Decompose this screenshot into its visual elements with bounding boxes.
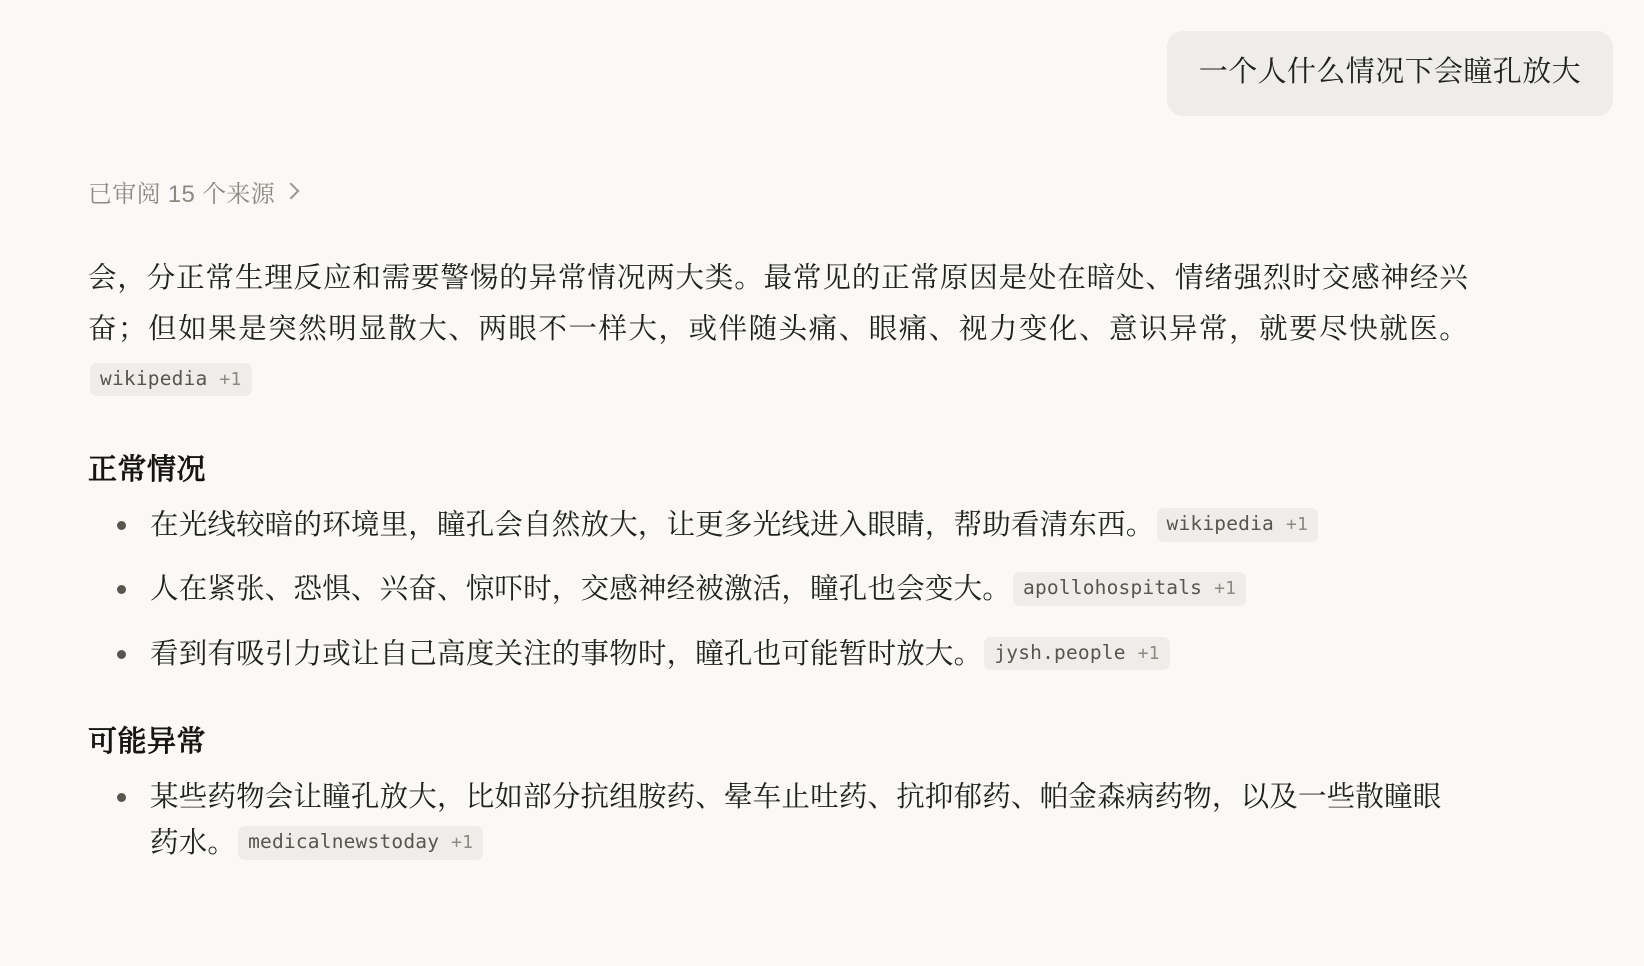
user-message-bubble: 一个人什么情况下会瞳孔放大 xyxy=(1167,31,1613,116)
list-item xyxy=(150,774,1468,866)
sources-toggle[interactable] xyxy=(88,174,297,209)
list-item xyxy=(150,566,1468,612)
citation-source: apollohospitals xyxy=(1023,576,1203,600)
normal-conditions-list xyxy=(88,502,1468,676)
user-message-row xyxy=(0,0,1644,116)
list-item xyxy=(150,631,1468,677)
citation-chip[interactable] xyxy=(90,363,252,397)
citation-chip[interactable] xyxy=(238,826,483,860)
citation-extra: +1 xyxy=(1285,514,1309,536)
sources-label: 已审阅 15 个来源 xyxy=(88,181,276,209)
list-item-text: 看到有吸引力或让自己高度关注的事物时，瞳孔也可能暂时放大。 xyxy=(150,637,983,670)
citation-extra: +1 xyxy=(1214,578,1237,600)
answer-intro-text: 会，分正常生理反应和需要警惕的异常情况两大类。最常见的正常原因是处在暗处、情绪强烈时交感神经兴奋；但如果是突然明显散大、两眼不一样大，或伴随头痛、眼痛、视力变化、意识异常，就要尽快就医。 xyxy=(88,262,1468,345)
citation-source: jysh.people xyxy=(994,640,1126,664)
section-heading-abnormal: 可能异常 xyxy=(88,725,207,758)
list-item-text: 在光线较暗的环境里，瞳孔会自然放大，让更多光线进入眼睛，帮助看清东西。 xyxy=(150,509,1155,542)
section-heading-normal: 正常情况 xyxy=(88,454,207,487)
chevron-right-icon xyxy=(283,182,300,199)
list-item xyxy=(150,502,1468,548)
list-item-text: 人在紧张、恐惧、兴奋、惊吓时，交感神经被激活，瞳孔也会变大。 xyxy=(150,573,1012,606)
answer-intro-paragraph xyxy=(88,253,1468,405)
list-item-text: 某些药物会让瞳孔放大，比如部分抗组胺药、晕车止吐药、抗抑郁药、帕金森病药物，以及一些散瞳眼药水。 xyxy=(150,780,1442,859)
citation-extra: +1 xyxy=(219,368,242,390)
citation-chip[interactable] xyxy=(1157,508,1319,542)
citation-extra: +1 xyxy=(451,831,474,853)
citation-source: medicalnewstoday xyxy=(248,829,440,853)
citation-chip[interactable] xyxy=(984,637,1169,671)
abnormal-conditions-list xyxy=(88,774,1468,866)
citation-extra: +1 xyxy=(1137,642,1160,664)
assistant-answer xyxy=(88,253,1468,866)
citation-source: wikipedia xyxy=(1166,512,1274,536)
citation-chip[interactable] xyxy=(1013,572,1246,606)
citation-source: wikipedia xyxy=(100,366,208,390)
